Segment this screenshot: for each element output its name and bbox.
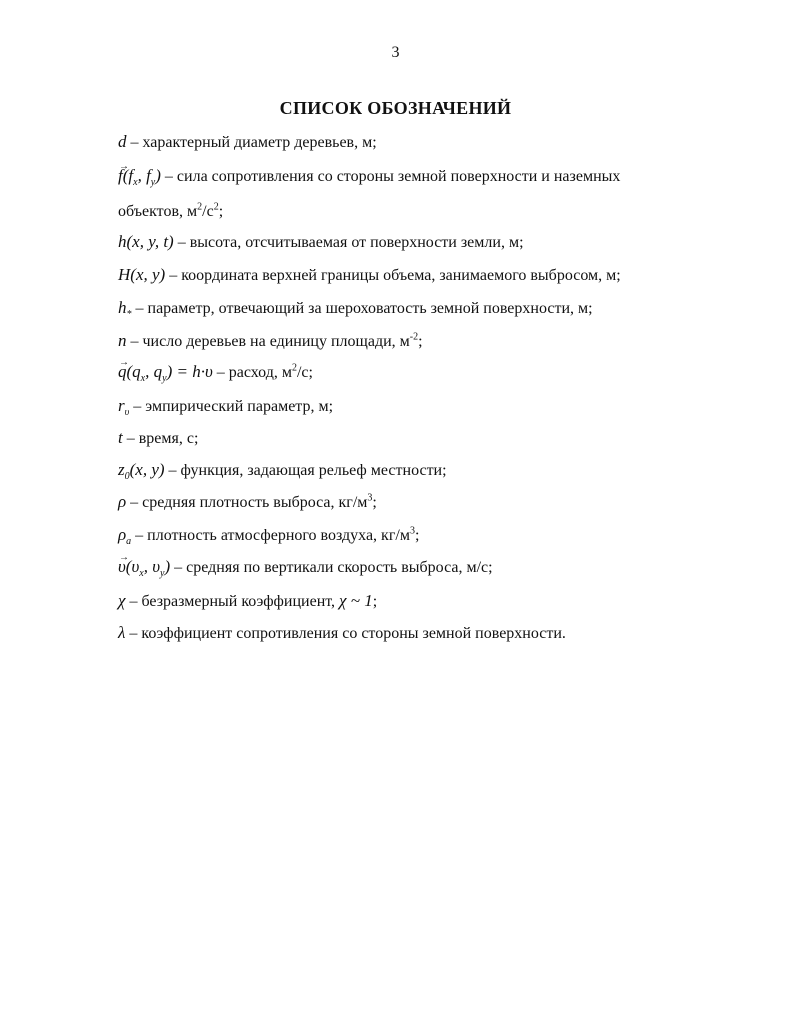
notation-item-q: → $q(q_x$, $q_y) = h\cdot\upsilon$ – расход, $м^2/с$; <box>118 362 313 383</box>
page-number: 3 <box>391 44 400 61</box>
page-title: СПИСОК ОБОЗНАЧЕНИЙ <box>279 98 512 118</box>
notation-item-t: t – время, с; <box>118 428 199 447</box>
vector-symbol: → q(q <box>118 362 141 382</box>
notation-item-n: n – число деревьев на единицу площади, $м^{-2}$; <box>118 331 423 350</box>
notation-item-d: d – характерный диаметр деревьев, м; <box>118 132 377 151</box>
notation-item-v: → $\upsilon(\upsilon_x$, $\upsilon_y$) – средняя по вертикали скорость выброса, м/с; <box>118 557 493 578</box>
notation-item-H: H(x, y) – координата верхней границы объема, занимаемого выбросом, м; <box>118 265 621 284</box>
notation-item-rho: ρ – средняя плотность выброса, $кг/м^3$; <box>118 492 377 511</box>
notation-item-f: → $f(f_x$, $f_y$) – сила сопротивления со стороны земной поверхности и наземных <box>118 166 620 187</box>
notation-item-rho-a: $\rho_a$ – плотность атмосферного воздуха, $кг/м^3$; <box>118 525 420 548</box>
notation-item-chi: χ – безразмерный коэффициент, χ ~ 1; <box>118 591 378 610</box>
notation-item-lambda: λ – коэффициент сопротивления со стороны земной поверхности. <box>118 623 566 642</box>
notation-item-f-continuation: объектов, $м^2/с^2$; <box>118 201 224 220</box>
notation-item-h-star: $h_*$ – параметр, отвечающий за шероховатость земной поверхности, м; <box>118 298 593 321</box>
vector-symbol: → f(f <box>118 166 133 186</box>
notation-item-z0: $z_0(x$, y) – функция, задающая рельеф местности; <box>118 460 447 483</box>
notation-item-h: h(x, y, t) – высота, отсчитываемая от поверхности земли, м; <box>118 232 524 251</box>
vector-symbol: → υ(υ <box>118 557 139 577</box>
notation-item-r: $r_\upsilon$ – эмпирический параметр, м; <box>118 396 334 419</box>
